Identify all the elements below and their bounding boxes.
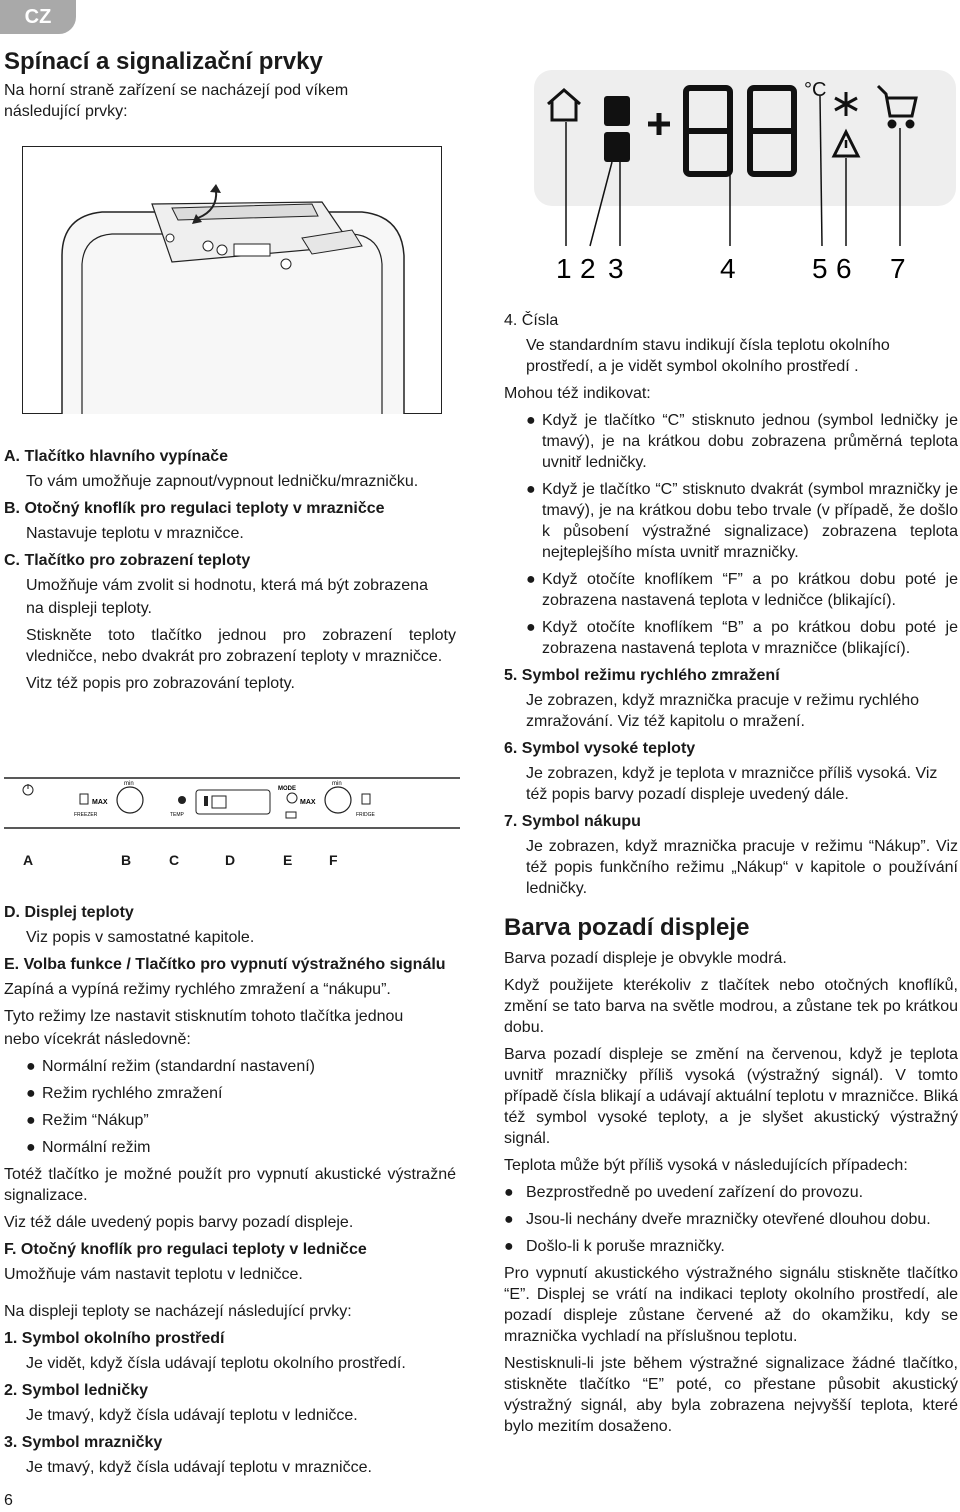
- section-c-text-2: na displeji teploty.: [26, 600, 152, 617]
- section-c-text-1: Umožňuje vám zvolit si hodnotu, která má být zobrazena: [26, 577, 428, 594]
- list-item: [4, 1056, 456, 1077]
- list-item: [504, 1182, 958, 1203]
- display-number-6: 6: [836, 253, 852, 284]
- bullet: ●: [526, 619, 536, 636]
- list-item: [504, 479, 958, 563]
- display-number-7: 7: [890, 253, 906, 284]
- number-4-heading: 4. Čísla: [504, 312, 559, 329]
- panel-label-c: C: [169, 852, 180, 868]
- section-e-text-2: Tyto režimy lze nastavit stisknutím tohoto tlačítka jednou: [4, 1008, 404, 1025]
- fridge-top-illustration: [22, 146, 442, 414]
- celsius-unit: °C: [804, 79, 827, 101]
- section-e-text-3: nebo vícekrát následovně:: [4, 1031, 191, 1048]
- bg-paragraph-6: Nestisknuli-li jste během výstražné signalizace žádné tlačítko, stiskněte tlačítko “E” poté, co přestane působit akustický výstražný signál, aby byla zobrazena nejvyšší teplota, které bylo mezitím dosaženo.: [504, 1355, 958, 1435]
- panel-max-label-b: MAX: [92, 799, 108, 806]
- list-item-text: Když otočíte knoflíkem “F” a po krátkou dobu poté je zobrazena nastavená teplota v ledničce (blikající).: [542, 571, 958, 609]
- bullet: ●: [26, 1085, 36, 1102]
- page-title: Spínací a signalizační prvky: [4, 48, 323, 75]
- intro-text: Na horní straně zařízení se nacházejí pod víkem následující prvky:: [4, 82, 349, 120]
- list-item-text: Když je tlačítko “C” stisknuto jednou (symbol ledničky je tmavý), je na krátkou dobu zobrazena průměrná teplota uvnitř ledničky.: [542, 412, 958, 471]
- language-badge: CZ: [0, 0, 76, 34]
- bg-paragraph-2: Když použijete kterékoliv z tlačítek nebo otočných knoflíků, změní se tato barva na světle modrou, a zůstane tek po krátkou dobu.: [504, 977, 958, 1036]
- section-d-heading: D. Displej teploty: [4, 904, 134, 921]
- symbol-2-heading: 2. Symbol ledničky: [4, 1382, 149, 1399]
- panel-label-f: F: [329, 852, 338, 868]
- page-number: 6: [4, 1492, 13, 1509]
- section-f-text: Umožňuje vám nastavit teplotu v ledničce.: [4, 1266, 303, 1283]
- section-e-text-1: Zapíná a vypíná režimy rychlého zmražení a “nákupu”.: [4, 981, 391, 998]
- panel-label-e: E: [283, 852, 293, 868]
- bg-paragraph-1: Barva pozadí displeje je obvykle modrá.: [504, 950, 787, 967]
- list-item: [504, 410, 958, 473]
- number-5-heading: 5. Symbol režimu rychlého zmražení: [504, 667, 780, 684]
- symbol-3-text: Je tmavý, když čísla udávají teplotu v mrazničce.: [26, 1459, 372, 1476]
- symbol-1-heading: 1. Symbol okolního prostředí: [4, 1330, 225, 1347]
- section-b-heading: B. Otočný knoflík pro regulaci teploty v mrazničce: [4, 500, 385, 517]
- display-intro: Na displeji teploty se nacházejí následující prvky:: [4, 1303, 352, 1320]
- list-item: [504, 1236, 958, 1257]
- display-number-5: 5: [812, 253, 828, 284]
- bullet: ●: [504, 1238, 514, 1255]
- panel-temp-label: TEMP: [170, 812, 184, 818]
- list-item: [4, 1137, 456, 1158]
- panel-label-a: A: [23, 852, 34, 868]
- bullet: ●: [526, 571, 536, 588]
- list-item-text: Když je tlačítko “C” stisknuto dvakrát (symbol mrazničky je tmavý), je na krátkou dobu tebo trvale (v případě, že došlo k působení výstražné signalizace) zobrazena teplota nejteplejšího místa uvnitř mrazničky.: [542, 481, 958, 561]
- symbol-3-heading: 3. Symbol mrazničky: [4, 1434, 163, 1451]
- number-7-text: Je zobrazen, když mraznička pracuje v režimu “Nákup”. Viz též popis funkčního režimu „Nákup“ v kapitole o používání ledničky.: [526, 838, 958, 897]
- number-6-text: Je zobrazen, když je teplota v mrazničce příliš vysoká. Viz též popis barvy pozadí displeje uvedený dále.: [526, 765, 938, 803]
- background-color-title: Barva pozadí displeje: [504, 914, 750, 941]
- list-item-text: Režim rychlého zmražení: [42, 1085, 223, 1102]
- panel-label-d: D: [225, 852, 236, 868]
- bg-paragraph-3: Barva pozadí displeje se změní na červenou, když je teplota uvnitř mrazničky příliš vysoká (výstražný signál). V tomto případě čísla blikají a udávají aktuální teplotu v mrazničce. Bliká též symbol vysoké teploty, a je slyšet akustický výstražný signál.: [504, 1046, 958, 1147]
- freezer-icon: [604, 132, 630, 162]
- section-a-heading: A. Tlačítko hlavního vypínače: [4, 448, 229, 465]
- section-b-text: Nastavuje teplotu v mrazničce.: [26, 525, 244, 542]
- section-e-text-5: Viz též dále uvedený popis barvy pozadí displeje.: [4, 1214, 354, 1231]
- list-item: [4, 1083, 456, 1104]
- list-item-text: Normální režim (standardní nastavení): [42, 1058, 315, 1075]
- display-number-2: 2: [580, 253, 596, 284]
- panel-min-label-b: min: [124, 781, 134, 787]
- number-5-text: Je zobrazen, když mraznička pracuje v režimu rychlého zmražování. Viz též kapitolu o mražení.: [526, 692, 920, 730]
- list-item-text: Když otočíte knoflíkem “B” a po krátkou dobu poté je zobrazena nastavená teplota v mrazničce (blikající).: [542, 619, 958, 657]
- list-item-text: Došlo-li k poruše mrazničky.: [526, 1238, 725, 1255]
- section-e-text-4: Totéž tlačítko je možné použít pro vypnutí akustické výstražné signalizace.: [4, 1166, 456, 1204]
- list-item-text: Režim “Nákup”: [42, 1112, 149, 1129]
- section-a-text: To vám umožňuje zapnout/vypnout ledničku/mrazničku.: [26, 473, 419, 490]
- bullet: ●: [26, 1139, 36, 1156]
- number-6-heading: 6. Symbol vysoké teploty: [504, 740, 696, 757]
- display-number-1: 1: [556, 253, 572, 284]
- bullet: ●: [26, 1058, 36, 1075]
- section-e-heading: E. Volba funkce / Tlačítko pro vypnutí výstražného signálu: [4, 956, 446, 973]
- number-4-more: Mohou též indikovat:: [504, 385, 651, 402]
- section-f-heading: F. Otočný knoflík pro regulaci teploty v ledničce: [4, 1241, 367, 1258]
- bullet: ●: [504, 1211, 514, 1228]
- section-d-text: Viz popis v samostatné kapitole.: [26, 929, 255, 946]
- section-c-text-3: Stiskněte toto tlačítko jednou pro zobrazení teploty vledničce, nebo dvakrát pro zobrazení teploty v mrazničce.: [26, 627, 456, 665]
- bullet: ●: [526, 412, 536, 429]
- display-number-3: 3: [608, 253, 624, 284]
- section-c-text-4: Vitz též popis pro zobrazování teploty.: [26, 675, 295, 692]
- bg-paragraph-5: Pro vypnutí akustického výstražného signálu stiskněte tlačítko “E”. Displej se vrátí na indikaci teploty okolního prostředí, ale pozadí displeje zůstane červené až do okamžiku, kdy se mraznička vychladí na příslušnou teplotu.: [504, 1265, 958, 1345]
- list-item: [504, 617, 958, 659]
- number-7-heading: 7. Symbol nákupu: [504, 813, 641, 830]
- symbol-2-text: Je tmavý, když čísla udávají teplotu v ledničce.: [26, 1407, 358, 1424]
- number-4-text: Ve standardním stavu indikují čísla teplotu okolního prostředí, a je vidět symbol okolního prostředí .: [526, 337, 890, 375]
- bullet: ●: [26, 1112, 36, 1129]
- display-number-4: 4: [720, 253, 736, 284]
- list-item: [504, 569, 958, 611]
- panel-fridge-label: FRIDGE: [356, 812, 375, 818]
- control-panel-illustration: [4, 776, 460, 834]
- panel-label-b: B: [121, 852, 132, 868]
- section-c-heading: C. Tlačítko pro zobrazení teploty: [4, 552, 251, 569]
- panel-min-label-f: min: [332, 781, 342, 787]
- bg-paragraph-4: Teplota může být příliš vysoká v následujících případech:: [504, 1157, 908, 1174]
- fridge-icon: [604, 96, 630, 126]
- list-item: [504, 1209, 958, 1230]
- panel-freezer-label: FREEZER: [74, 812, 98, 818]
- list-item: [4, 1110, 456, 1131]
- bullet: ●: [504, 1184, 514, 1201]
- bullet: ●: [526, 481, 536, 498]
- symbol-1-text: Je vidět, když čísla udávají teplotu okolního prostředí.: [26, 1355, 406, 1372]
- panel-mode-label: MODE: [278, 786, 296, 792]
- panel-max-label-f: MAX: [300, 799, 316, 806]
- list-item-text: Normální režim: [42, 1139, 151, 1156]
- list-item-text: Jsou-li nechány dveře mrazničky otevřené dlouhou dobu.: [526, 1211, 931, 1228]
- list-item-text: Bezprostředně po uvedení zařízení do provozu.: [526, 1184, 864, 1201]
- temperature-display-diagram: [500, 62, 960, 290]
